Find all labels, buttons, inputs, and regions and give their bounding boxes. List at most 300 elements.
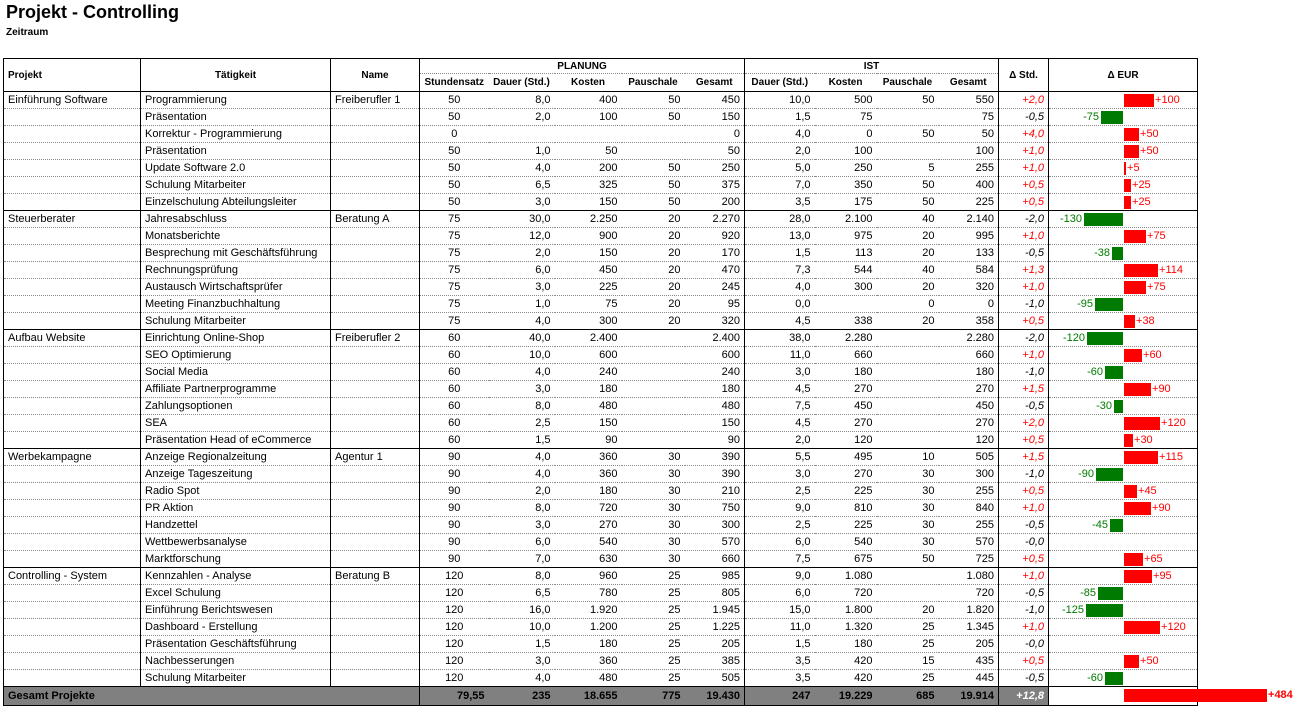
cell-taetigkeit: Monatsberichte xyxy=(141,228,331,245)
cell-name xyxy=(331,177,420,194)
cell-delta-std: -2,0 xyxy=(999,330,1049,347)
cell-name xyxy=(331,483,420,500)
cell-delta-std: -0,5 xyxy=(999,109,1049,126)
cell-name xyxy=(331,398,420,415)
cell-ist-kosten: 975 xyxy=(815,228,877,245)
delta-eur-label: -90 xyxy=(1078,468,1095,480)
cell-taetigkeit: Schulung Mitarbeiter xyxy=(141,313,331,330)
delta-eur-bar xyxy=(1101,111,1123,124)
table-row xyxy=(4,177,1198,194)
cell-delta-std: -0,0 xyxy=(999,534,1049,551)
cell-plan-dauer: 3,0 xyxy=(489,517,555,534)
cell-delta-std: +0,5 xyxy=(999,653,1049,670)
cell-ist-gesamt: 300 xyxy=(939,466,999,483)
cell-plan-pauschale: 50 xyxy=(622,194,685,211)
cell-projekt xyxy=(4,500,141,517)
cell-taetigkeit: SEA xyxy=(141,415,331,432)
cell-plan-pauschale xyxy=(622,415,685,432)
cell-plan-dauer: 4,0 xyxy=(489,364,555,381)
page-title: Projekt - Controlling xyxy=(6,2,179,22)
cell-delta-eur xyxy=(1049,228,1198,245)
cell-ist-kosten: 2.280 xyxy=(815,330,877,347)
cell-name xyxy=(331,364,420,381)
cell-delta-std: +1,0 xyxy=(999,279,1049,296)
cell-taetigkeit: Schulung Mitarbeiter xyxy=(141,670,331,687)
delta-eur-bar xyxy=(1105,366,1123,379)
cell-projekt xyxy=(4,313,141,330)
cell-plan-gesamt: 570 xyxy=(685,534,745,551)
cell-ist-gesamt: 255 xyxy=(939,160,999,177)
cell-ist-dauer: 6,0 xyxy=(745,534,815,551)
cell-plan-gesamt: 805 xyxy=(685,585,745,602)
delta-eur-label: +25 xyxy=(1132,179,1151,191)
delta-eur-label: +95 xyxy=(1153,570,1172,582)
table-header xyxy=(4,59,1198,92)
cell-ist-dauer: 0,0 xyxy=(745,296,815,313)
cell-ist-kosten: 120 xyxy=(815,432,877,449)
delta-eur-bar xyxy=(1124,451,1158,464)
cell-ist-dauer: 4,5 xyxy=(745,313,815,330)
delta-eur-bar xyxy=(1124,417,1160,430)
cell-plan-kosten: 150 xyxy=(555,415,622,432)
cell-projekt xyxy=(4,551,141,568)
cell-delta-eur xyxy=(1049,602,1198,619)
cell-ist-gesamt: 840 xyxy=(939,500,999,517)
cell-ist-pauschale: 10 xyxy=(877,449,939,466)
table-row xyxy=(4,160,1198,177)
cell-plan-kosten: 360 xyxy=(555,466,622,483)
cell-taetigkeit: Update Software 2.0 xyxy=(141,160,331,177)
cell-name xyxy=(331,381,420,398)
cell-plan-kosten: 1.200 xyxy=(555,619,622,636)
table-row xyxy=(4,228,1198,245)
cell-ist-pauschale: 50 xyxy=(877,177,939,194)
delta-eur-label: +120 xyxy=(1161,621,1186,633)
cell-stundensatz: 75 xyxy=(420,296,489,313)
cell-delta-std: +1,0 xyxy=(999,347,1049,364)
cell-name: Beratung B xyxy=(331,568,420,585)
cell-name xyxy=(331,279,420,296)
delta-eur-label: +90 xyxy=(1152,383,1171,395)
cell-stundensatz: 75 xyxy=(420,245,489,262)
col-taetigkeit: Tätigkeit xyxy=(141,59,331,92)
cell-ist-kosten: 420 xyxy=(815,670,877,687)
cell-plan-gesamt: 505 xyxy=(685,670,745,687)
cell-ist-gesamt: 1.820 xyxy=(939,602,999,619)
table-row xyxy=(4,534,1198,551)
cell-ist-gesamt: 584 xyxy=(939,262,999,279)
cell-plan-gesamt: 0 xyxy=(685,126,745,143)
cell-delta-eur xyxy=(1049,126,1198,143)
cell-projekt xyxy=(4,619,141,636)
cell-taetigkeit: PR Aktion xyxy=(141,500,331,517)
cell-name xyxy=(331,585,420,602)
cell-ist-dauer: 10,0 xyxy=(745,92,815,109)
cell-stundensatz: 0 xyxy=(420,126,489,143)
table-row xyxy=(4,432,1198,449)
cell-plan-pauschale: 30 xyxy=(622,500,685,517)
cell-ist-dauer: 3,0 xyxy=(745,364,815,381)
cell-ist-kosten: 810 xyxy=(815,500,877,517)
cell-delta-eur xyxy=(1049,381,1198,398)
cell-delta-eur xyxy=(1049,143,1198,160)
cell-taetigkeit: Excel Schulung xyxy=(141,585,331,602)
cell-plan-kosten: 150 xyxy=(555,245,622,262)
cell-ist-dauer: 3,5 xyxy=(745,653,815,670)
cell-ist-kosten: 75 xyxy=(815,109,877,126)
cell-plan-pauschale xyxy=(622,347,685,364)
cell-taetigkeit: Rechnungsprüfung xyxy=(141,262,331,279)
table-row xyxy=(4,211,1198,228)
cell-delta-std: -1,0 xyxy=(999,296,1049,313)
cell-ist-gesamt: 50 xyxy=(939,126,999,143)
delta-eur-bar xyxy=(1124,434,1133,447)
cell-ist-pauschale: 0 xyxy=(877,296,939,313)
cell-plan-gesamt: 390 xyxy=(685,466,745,483)
cell-ist-pauschale: 20 xyxy=(877,245,939,262)
cell-stundensatz: 90 xyxy=(420,517,489,534)
cell-stundensatz: 75 xyxy=(420,313,489,330)
col-projekt: Projekt xyxy=(4,59,141,92)
table-row xyxy=(4,194,1198,211)
cell-plan-pauschale: 20 xyxy=(622,279,685,296)
delta-eur-label: +45 xyxy=(1138,485,1157,497)
cell-stundensatz: 90 xyxy=(420,534,489,551)
cell-ist-dauer: 3,5 xyxy=(745,194,815,211)
total-label: Gesamt Projekte xyxy=(4,687,420,706)
cell-ist-kosten: 720 xyxy=(815,585,877,602)
cell-name xyxy=(331,517,420,534)
delta-eur-bar xyxy=(1084,213,1123,226)
cell-plan-pauschale: 25 xyxy=(622,636,685,653)
cell-plan-dauer: 40,0 xyxy=(489,330,555,347)
cell-delta-std: +1,5 xyxy=(999,449,1049,466)
cell-ist-dauer: 2,0 xyxy=(745,143,815,160)
cell-plan-gesamt: 150 xyxy=(685,415,745,432)
cell-projekt xyxy=(4,364,141,381)
cell-stundensatz: 60 xyxy=(420,381,489,398)
cell-taetigkeit: Programmierung xyxy=(141,92,331,109)
cell-plan-pauschale: 25 xyxy=(622,602,685,619)
cell-taetigkeit: Dashboard - Erstellung xyxy=(141,619,331,636)
cell-delta-std: +1,5 xyxy=(999,381,1049,398)
delta-eur-label: +484 xyxy=(1268,689,1293,701)
delta-eur-label: +120 xyxy=(1161,417,1186,429)
group-ist: IST xyxy=(745,59,999,74)
total-delta-std: +12,8 xyxy=(999,687,1049,706)
cell-name xyxy=(331,347,420,364)
cell-plan-kosten: 1.920 xyxy=(555,602,622,619)
cell-ist-gesamt: 505 xyxy=(939,449,999,466)
cell-ist-pauschale xyxy=(877,415,939,432)
cell-plan-pauschale: 50 xyxy=(622,177,685,194)
cell-name: Freiberufler 2 xyxy=(331,330,420,347)
total-plan-dauer: 235 xyxy=(489,687,555,706)
cell-delta-eur xyxy=(1049,483,1198,500)
cell-plan-dauer: 6,0 xyxy=(489,262,555,279)
cell-ist-dauer: 5,5 xyxy=(745,449,815,466)
cell-delta-std: -0,0 xyxy=(999,636,1049,653)
cell-taetigkeit: Einrichtung Online-Shop xyxy=(141,330,331,347)
cell-ist-pauschale: 25 xyxy=(877,619,939,636)
cell-ist-gesamt: 660 xyxy=(939,347,999,364)
table-body xyxy=(4,92,1198,687)
cell-ist-dauer: 1,5 xyxy=(745,245,815,262)
cell-ist-gesamt: 0 xyxy=(939,296,999,313)
cell-plan-gesamt: 470 xyxy=(685,262,745,279)
cell-plan-dauer: 8,0 xyxy=(489,398,555,415)
cell-projekt xyxy=(4,126,141,143)
cell-stundensatz: 50 xyxy=(420,92,489,109)
controlling-table xyxy=(3,58,1293,706)
cell-plan-pauschale: 25 xyxy=(622,568,685,585)
table-row xyxy=(4,551,1198,568)
cell-stundensatz: 120 xyxy=(420,585,489,602)
cell-plan-pauschale: 50 xyxy=(622,160,685,177)
cell-stundensatz: 90 xyxy=(420,466,489,483)
cell-name xyxy=(331,109,420,126)
cell-ist-kosten: 1.320 xyxy=(815,619,877,636)
cell-plan-gesamt: 240 xyxy=(685,364,745,381)
cell-stundensatz: 75 xyxy=(420,211,489,228)
cell-projekt xyxy=(4,177,141,194)
cell-ist-kosten: 495 xyxy=(815,449,877,466)
cell-plan-pauschale: 25 xyxy=(622,585,685,602)
cell-ist-kosten: 250 xyxy=(815,160,877,177)
table-row xyxy=(4,636,1198,653)
table-row xyxy=(4,653,1198,670)
delta-eur-bar xyxy=(1124,383,1151,396)
cell-plan-dauer: 6,5 xyxy=(489,585,555,602)
cell-plan-dauer: 4,0 xyxy=(489,449,555,466)
cell-plan-gesamt: 90 xyxy=(685,432,745,449)
cell-ist-gesamt: 205 xyxy=(939,636,999,653)
cell-ist-gesamt: 270 xyxy=(939,381,999,398)
cell-delta-eur xyxy=(1049,262,1198,279)
cell-ist-kosten: 2.100 xyxy=(815,211,877,228)
table-row xyxy=(4,517,1198,534)
cell-ist-pauschale: 30 xyxy=(877,500,939,517)
cell-plan-kosten: 400 xyxy=(555,92,622,109)
cell-ist-pauschale: 50 xyxy=(877,126,939,143)
cell-ist-kosten: 1.080 xyxy=(815,568,877,585)
cell-plan-kosten: 180 xyxy=(555,636,622,653)
cell-delta-std: +1,0 xyxy=(999,500,1049,517)
cell-delta-eur xyxy=(1049,160,1198,177)
cell-plan-kosten: 90 xyxy=(555,432,622,449)
cell-ist-pauschale xyxy=(877,143,939,160)
cell-plan-kosten: 720 xyxy=(555,500,622,517)
cell-ist-kosten: 270 xyxy=(815,415,877,432)
cell-plan-gesamt: 250 xyxy=(685,160,745,177)
cell-stundensatz: 50 xyxy=(420,160,489,177)
total-delta-eur xyxy=(1049,687,1293,706)
cell-stundensatz: 50 xyxy=(420,177,489,194)
cell-delta-eur xyxy=(1049,211,1198,228)
delta-eur-bar xyxy=(1124,553,1143,566)
cell-ist-gesamt: 435 xyxy=(939,653,999,670)
delta-eur-bar xyxy=(1096,468,1123,481)
col-plan-3: Pauschale xyxy=(628,77,678,88)
cell-ist-gesamt: 450 xyxy=(939,398,999,415)
table-row xyxy=(4,619,1198,636)
cell-name xyxy=(331,194,420,211)
cell-plan-dauer: 2,0 xyxy=(489,245,555,262)
cell-stundensatz: 120 xyxy=(420,619,489,636)
table-row xyxy=(4,568,1198,585)
cell-taetigkeit: Jahresabschluss xyxy=(141,211,331,228)
delta-eur-label: -75 xyxy=(1083,111,1100,123)
cell-plan-pauschale: 30 xyxy=(622,517,685,534)
cell-plan-dauer: 6,0 xyxy=(489,534,555,551)
cell-name: Freiberufler 1 xyxy=(331,92,420,109)
cell-ist-kosten: 225 xyxy=(815,483,877,500)
table-row xyxy=(4,347,1198,364)
delta-eur-bar xyxy=(1124,179,1131,192)
cell-delta-std: +0,5 xyxy=(999,432,1049,449)
cell-projekt xyxy=(4,483,141,500)
cell-ist-pauschale: 50 xyxy=(877,551,939,568)
cell-plan-pauschale xyxy=(622,381,685,398)
cell-ist-gesamt: 720 xyxy=(939,585,999,602)
table-row xyxy=(4,245,1198,262)
delta-eur-label: -95 xyxy=(1077,298,1094,310)
cell-ist-dauer: 28,0 xyxy=(745,211,815,228)
cell-plan-pauschale xyxy=(622,143,685,160)
cell-name xyxy=(331,296,420,313)
cell-plan-gesamt: 245 xyxy=(685,279,745,296)
cell-ist-gesamt: 2.280 xyxy=(939,330,999,347)
total-plan-kosten: 18.655 xyxy=(555,687,622,706)
cell-delta-std: +1,0 xyxy=(999,619,1049,636)
cell-delta-eur xyxy=(1049,313,1198,330)
cell-delta-std: -2,0 xyxy=(999,211,1049,228)
delta-eur-label: -120 xyxy=(1062,332,1086,344)
cell-plan-kosten: 75 xyxy=(555,296,622,313)
delta-eur-label: -85 xyxy=(1080,587,1097,599)
cell-plan-pauschale: 20 xyxy=(622,313,685,330)
cell-projekt xyxy=(4,160,141,177)
cell-name xyxy=(331,143,420,160)
cell-plan-gesamt: 920 xyxy=(685,228,745,245)
cell-ist-pauschale xyxy=(877,568,939,585)
cell-ist-kosten: 350 xyxy=(815,177,877,194)
cell-projekt xyxy=(4,602,141,619)
table-row xyxy=(4,143,1198,160)
cell-projekt: Werbekampagne xyxy=(4,449,141,466)
delta-eur-label: +90 xyxy=(1152,502,1171,514)
delta-eur-bar xyxy=(1110,519,1123,532)
cell-ist-pauschale xyxy=(877,398,939,415)
delta-eur-label: -30 xyxy=(1096,400,1113,412)
cell-ist-dauer: 7,5 xyxy=(745,398,815,415)
delta-eur-label: +38 xyxy=(1136,315,1155,327)
cell-ist-dauer: 38,0 xyxy=(745,330,815,347)
cell-name xyxy=(331,228,420,245)
table-row xyxy=(4,109,1198,126)
cell-plan-gesamt: 2.400 xyxy=(685,330,745,347)
cell-ist-pauschale: 20 xyxy=(877,228,939,245)
cell-delta-eur xyxy=(1049,568,1198,585)
cell-plan-pauschale: 20 xyxy=(622,262,685,279)
cell-projekt xyxy=(4,534,141,551)
cell-plan-kosten: 540 xyxy=(555,534,622,551)
total-plan-gesamt: 19.430 xyxy=(685,687,745,706)
table-row xyxy=(4,330,1198,347)
total-row xyxy=(4,687,1293,706)
cell-plan-kosten: 180 xyxy=(555,381,622,398)
cell-plan-gesamt: 170 xyxy=(685,245,745,262)
cell-stundensatz: 120 xyxy=(420,568,489,585)
cell-delta-std: +0,5 xyxy=(999,177,1049,194)
cell-delta-eur xyxy=(1049,653,1198,670)
cell-stundensatz: 60 xyxy=(420,415,489,432)
cell-delta-eur xyxy=(1049,109,1198,126)
delta-eur-bar xyxy=(1124,145,1139,158)
cell-delta-std: -0,5 xyxy=(999,670,1049,687)
delta-eur-label: +60 xyxy=(1143,349,1162,361)
cell-name xyxy=(331,534,420,551)
cell-plan-kosten: 450 xyxy=(555,262,622,279)
cell-ist-pauschale xyxy=(877,347,939,364)
cell-delta-eur xyxy=(1049,279,1198,296)
delta-eur-bar xyxy=(1098,587,1123,600)
cell-taetigkeit: Austausch Wirtschaftsprüfer xyxy=(141,279,331,296)
cell-stundensatz: 120 xyxy=(420,636,489,653)
cell-ist-kosten: 660 xyxy=(815,347,877,364)
total-ist-gesamt: 19.914 xyxy=(939,687,999,706)
cell-ist-gesamt: 225 xyxy=(939,194,999,211)
cell-ist-pauschale: 30 xyxy=(877,534,939,551)
delta-eur-label: +25 xyxy=(1132,196,1151,208)
cell-projekt xyxy=(4,347,141,364)
cell-ist-pauschale xyxy=(877,330,939,347)
cell-name xyxy=(331,160,420,177)
cell-plan-pauschale: 20 xyxy=(622,228,685,245)
cell-ist-kosten: 180 xyxy=(815,364,877,381)
cell-plan-gesamt: 660 xyxy=(685,551,745,568)
cell-ist-gesamt: 255 xyxy=(939,483,999,500)
cell-plan-kosten: 480 xyxy=(555,670,622,687)
cell-plan-pauschale: 30 xyxy=(622,551,685,568)
cell-plan-dauer: 2,0 xyxy=(489,109,555,126)
delta-eur-label: +100 xyxy=(1155,94,1180,106)
cell-delta-std: -1,0 xyxy=(999,466,1049,483)
cell-stundensatz: 90 xyxy=(420,551,489,568)
cell-ist-dauer: 7,5 xyxy=(745,551,815,568)
cell-ist-gesamt: 120 xyxy=(939,432,999,449)
cell-plan-pauschale xyxy=(622,364,685,381)
cell-plan-pauschale: 30 xyxy=(622,534,685,551)
delta-eur-bar xyxy=(1124,94,1154,107)
cell-projekt xyxy=(4,194,141,211)
cell-ist-gesamt: 570 xyxy=(939,534,999,551)
cell-delta-std: +4,0 xyxy=(999,126,1049,143)
cell-name xyxy=(331,602,420,619)
cell-ist-gesamt: 1.345 xyxy=(939,619,999,636)
cell-stundensatz: 120 xyxy=(420,653,489,670)
cell-stundensatz: 120 xyxy=(420,602,489,619)
delta-eur-bar xyxy=(1124,315,1135,328)
cell-ist-kosten: 113 xyxy=(815,245,877,262)
delta-eur-bar xyxy=(1112,247,1123,260)
cell-delta-eur xyxy=(1049,330,1198,347)
cell-ist-pauschale: 50 xyxy=(877,92,939,109)
cell-plan-gesamt: 1.225 xyxy=(685,619,745,636)
cell-ist-pauschale xyxy=(877,585,939,602)
cell-ist-pauschale: 15 xyxy=(877,653,939,670)
cell-plan-pauschale: 25 xyxy=(622,619,685,636)
